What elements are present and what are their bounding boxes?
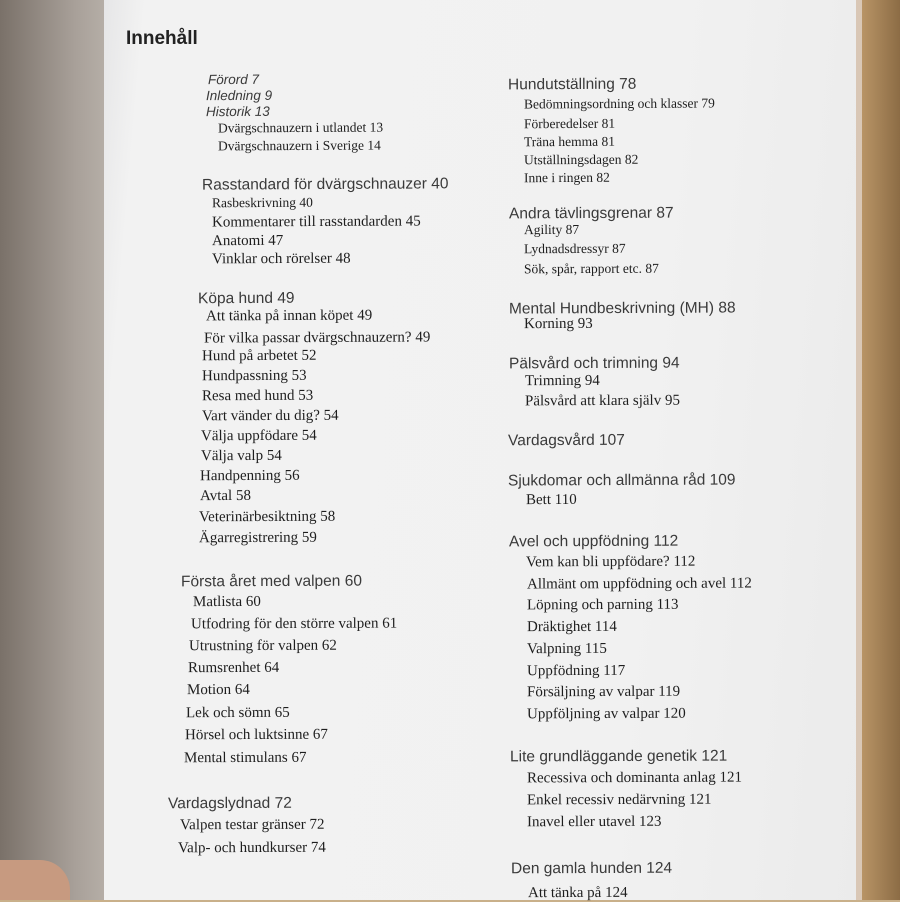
- page-title: Innehåll: [126, 28, 198, 49]
- toc-right-entry: Inavel eller utavel 123: [526, 813, 662, 831]
- toc-left-entry: Första året med valpen 60: [180, 572, 362, 591]
- toc-right-entry: Avel och uppfödning 112: [508, 532, 679, 551]
- toc-left-entry: Anatomi 47: [211, 232, 284, 250]
- toc-right-entry: Vardagsvård 107: [507, 431, 625, 450]
- toc-left-entry: Välja uppfödare 54: [200, 427, 317, 445]
- toc-left-entry: Valpen testar gränser 72: [179, 816, 325, 834]
- toc-left-entry: Köpa hund 49: [197, 289, 295, 308]
- toc-left-entry: Matlista 60: [192, 593, 261, 611]
- book-edge: [862, 0, 900, 900]
- toc-right-entry: Hundutställning 78: [507, 75, 637, 94]
- toc-right-entry: Mental Hundbeskrivning (MH) 88: [508, 299, 736, 318]
- toc-left-entry: Hörsel och luktsinne 67: [184, 726, 328, 744]
- toc-left-entry: Inledning 9: [205, 87, 273, 104]
- toc-right-entry: Lydnadsdressyr 87: [523, 240, 626, 257]
- toc-right-entry: Allmänt om uppfödning och avel 112: [526, 575, 752, 593]
- toc-left-entry: Hundpassning 53: [201, 367, 307, 385]
- toc-right-entry: Träna hemma 81: [523, 133, 616, 150]
- toc-right-entry: Enkel recessiv nedärvning 121: [526, 791, 712, 809]
- toc-left-entry: Vardagslydnad 72: [167, 794, 292, 813]
- toc-right-entry: Agility 87: [523, 221, 580, 238]
- toc-left-entry: Handpenning 56: [199, 467, 300, 485]
- toc-left-entry: Lek och sömn 65: [185, 704, 290, 722]
- toc-left-entry: Historik 13: [205, 103, 270, 120]
- toc-right-entry: Inne i ringen 82: [523, 169, 610, 186]
- toc-left-entry: Valp- och hundkurser 74: [177, 839, 326, 857]
- toc-right-entry: Pälsvård och trimning 94: [508, 354, 680, 373]
- toc-right-entry: Andra tävlingsgrenar 87: [508, 204, 674, 223]
- toc-left-entry: Dvärgschnauzern i Sverige 14: [217, 137, 381, 154]
- toc-right-entry: Korning 93: [523, 315, 593, 333]
- toc-left-entry: För vilka passar dvärgschnauzern? 49: [203, 329, 431, 347]
- toc-left-entry: Utrustning för valpen 62: [188, 637, 337, 655]
- toc-right-entry: Vem kan bli uppfödare? 112: [525, 553, 696, 571]
- toc-right-entry: Valpning 115: [526, 640, 607, 658]
- toc-right-entry: Lite grundläggande genetik 121: [509, 747, 728, 766]
- toc-left-entry: Rasstandard för dvärgschnauzer 40: [201, 175, 449, 194]
- toc-right-entry: Utställningsdagen 82: [523, 151, 639, 168]
- toc-left-entry: Hund på arbetet 52: [201, 347, 317, 365]
- toc-left-entry: Utfodring för den större valpen 61: [190, 615, 398, 633]
- toc-left-entry: Att tänka på innan köpet 49: [205, 307, 373, 325]
- toc-left-entry: Ägarregistrering 59: [198, 529, 317, 547]
- toc-right-entry: Recessiva och dominanta anlag 121: [526, 769, 742, 787]
- toc-left-entry: Motion 64: [186, 681, 250, 699]
- toc-right-entry: Försäljning av valpar 119: [526, 683, 681, 701]
- toc-right-entry: Sök, spår, rapport etc. 87: [523, 260, 659, 277]
- toc-right-entry: Förberedelser 81: [523, 115, 616, 132]
- book-page-stack: [856, 0, 862, 900]
- toc-right-entry: Trimning 94: [524, 372, 600, 390]
- toc-right-entry: Att tänka på 124: [527, 884, 628, 902]
- toc-right-entry: Bett 110: [525, 491, 577, 509]
- toc-left-entry: Avtal 58: [199, 487, 252, 505]
- toc-left-entry: Rumsrenhet 64: [187, 659, 280, 677]
- toc-left-entry: Vinklar och rörelser 48: [211, 250, 351, 268]
- toc-right-entry: Pälsvård att klara själv 95: [524, 392, 681, 410]
- toc-right-entry: Bedömningsordning och klasser 79: [523, 95, 715, 112]
- toc-right-entry: Sjukdomar och allmänna råd 109: [507, 471, 736, 490]
- toc-right-entry: Den gamla hunden 124: [510, 859, 673, 878]
- toc-right-entry: Dräktighet 114: [526, 618, 617, 636]
- toc-right-entry: Uppfödning 117: [526, 662, 626, 680]
- toc-left-entry: Resa med hund 53: [201, 387, 314, 405]
- toc-left-entry: Dvärgschnauzern i utlandet 13: [217, 119, 384, 136]
- toc-left-entry: Veterinärbesiktning 58: [198, 508, 336, 526]
- toc-left-entry: Vart vänder du dig? 54: [201, 407, 339, 425]
- toc-left-entry: Förord 7: [207, 71, 260, 88]
- toc-left-entry: Mental stimulans 67: [183, 749, 307, 767]
- toc-right-entry: Uppföljning av valpar 120: [526, 705, 686, 723]
- toc-left-entry: Välja valp 54: [200, 447, 282, 465]
- toc-left-entry: Rasbeskrivning 40: [211, 194, 313, 211]
- toc-left-entry: Kommentarer till rasstandarden 45: [211, 213, 421, 231]
- toc-right-entry: Löpning och parning 113: [526, 596, 679, 614]
